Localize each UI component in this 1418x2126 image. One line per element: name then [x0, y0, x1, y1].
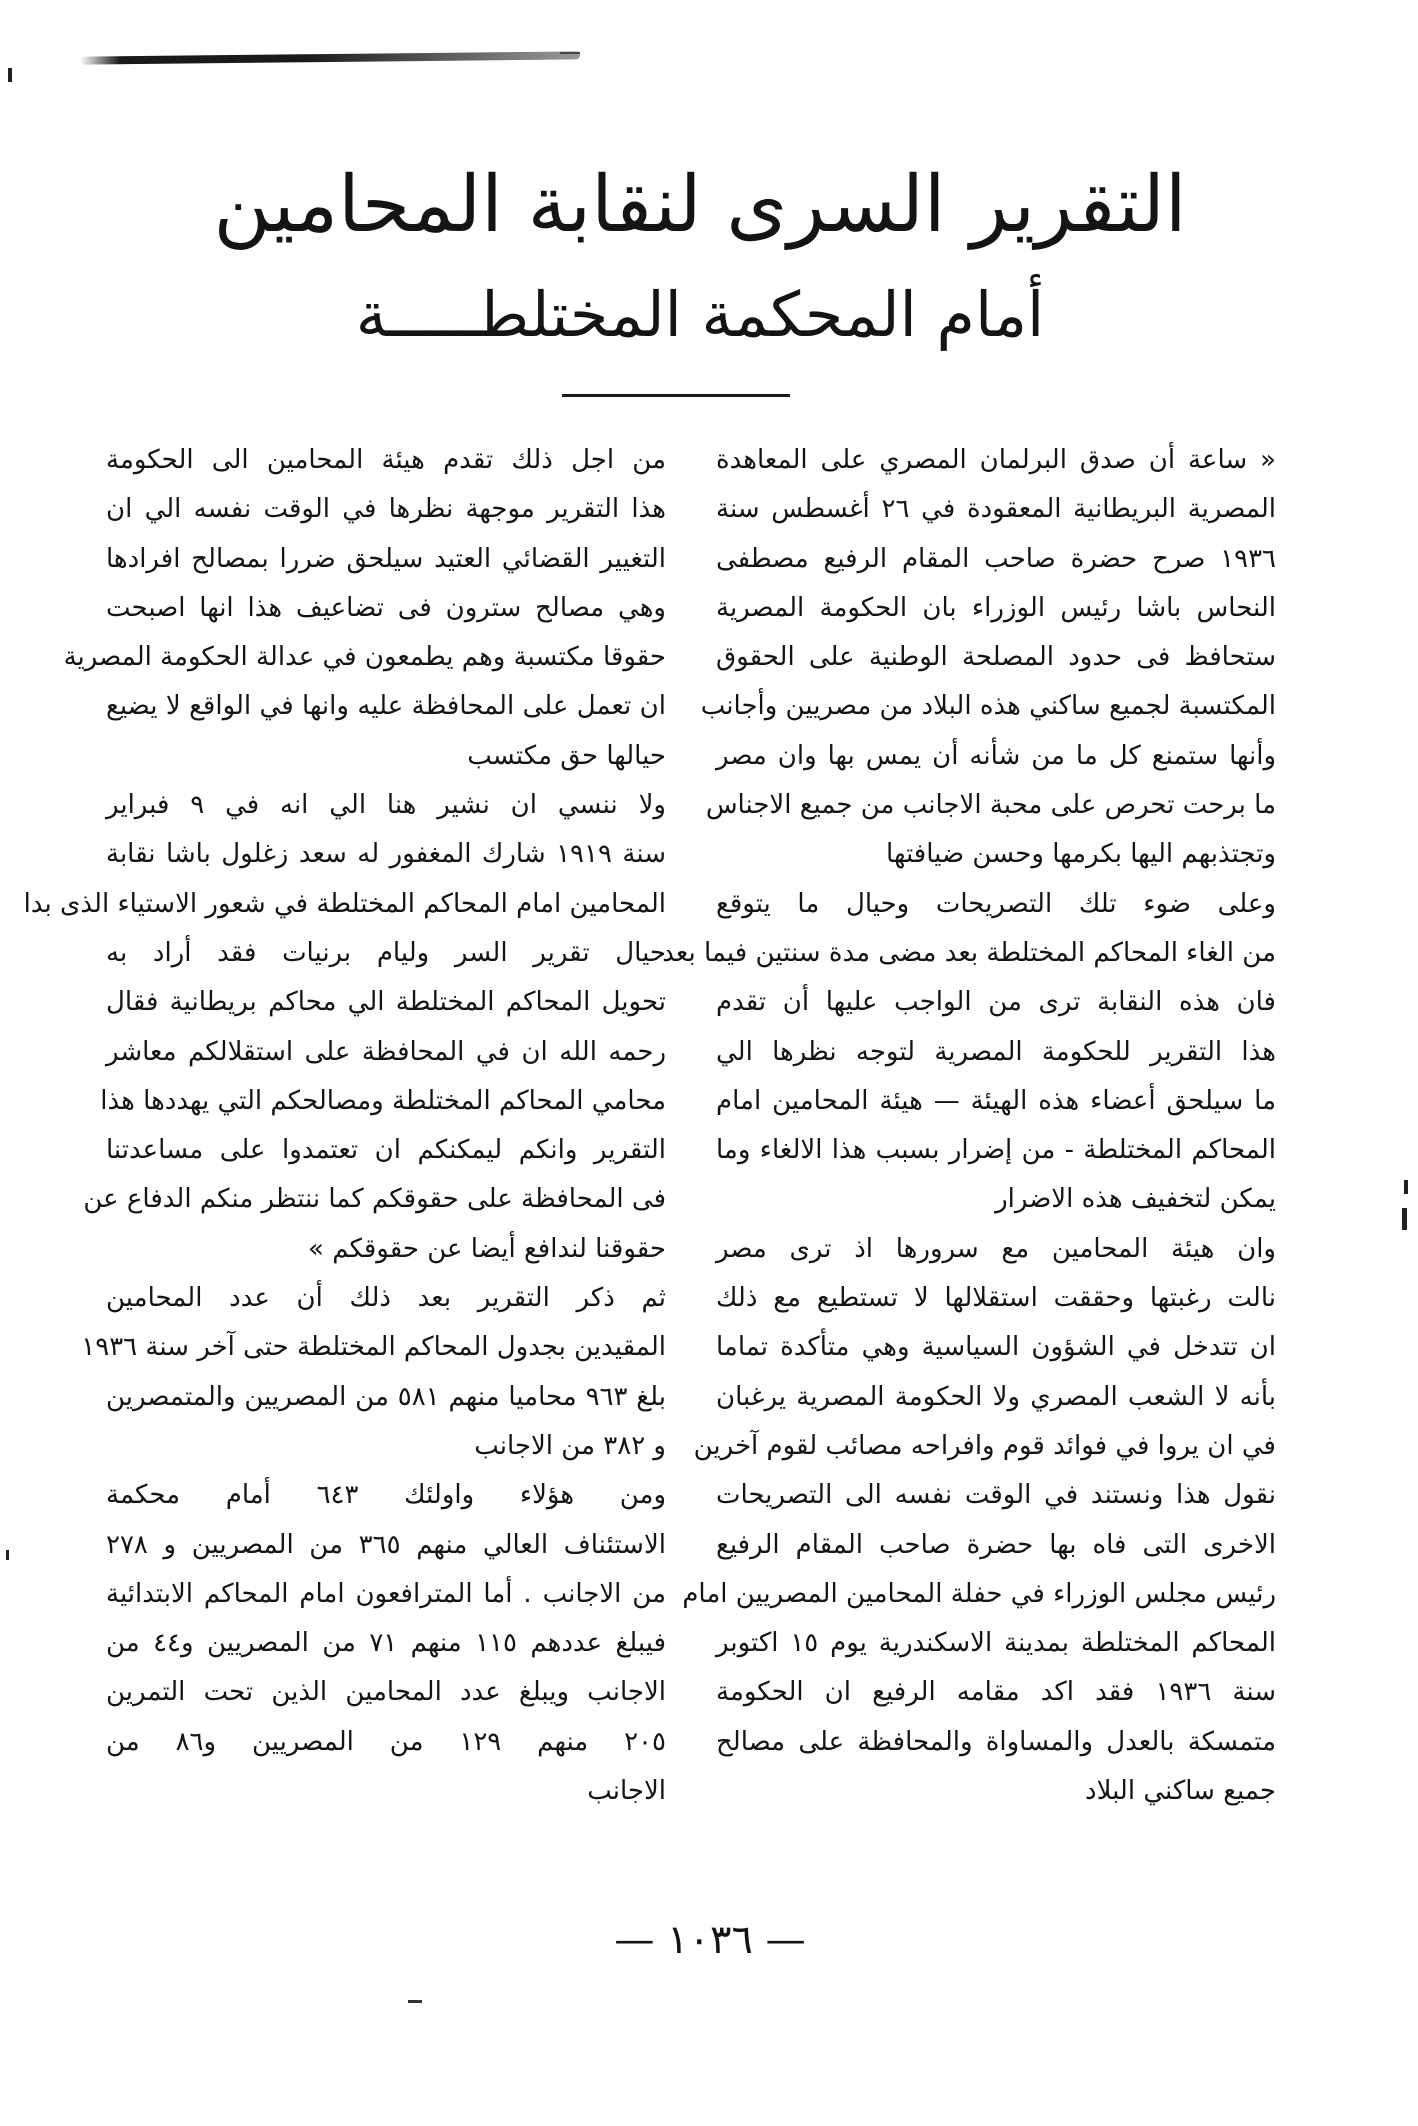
text-line: المحامين امام المحاكم المختلطة في شعور الاستياء الذى بدا [23, 888, 666, 919]
margin-mark-right-2 [1402, 1208, 1407, 1230]
margin-mark-left [6, 1550, 9, 1560]
bottom-mark [408, 2000, 422, 2003]
text-line: ما سيلحق أعضاء هذه الهيئة — هيئة المحامين امام [716, 1085, 1276, 1116]
text-line: فى المحافظة على حقوقكم كما ننتظر منكم الدفاع عن [83, 1184, 666, 1215]
margin-mark-right-1 [1404, 1180, 1408, 1194]
text-line: محامي المحاكم المختلطة ومصالحكم التي يهددها هذا [100, 1085, 666, 1116]
text-line: الاستئناف العالي منهم ٣٦٥ من المصريين و ٢٧٨ [106, 1529, 666, 1560]
text-line: ستحافظ فى حدود المصلحة الوطنية على الحقوق [716, 642, 1276, 673]
text-line: ثم ذكر التقرير بعد ذلك أن عدد المحامين [106, 1283, 666, 1314]
page-number: — ١٠٣٦ — [614, 1917, 806, 1963]
page-title: التقرير السرى لنقابة المحامين [213, 160, 1187, 250]
text-line: من الغاء المحاكم المختلطة بعد مضى مدة سنتين فيما بعد [662, 937, 1276, 968]
text-line: وأنها ستمنع كل ما من شأنه أن يمس بها وان مصر [716, 740, 1276, 771]
text-line: تحويل المحاكم المختلطة الي محاكم بريطانية فقال [106, 987, 666, 1018]
text-line: حقوقا مكتسبة وهم يطمعون في عدالة الحكومة المصرية [63, 642, 666, 673]
text-line: من اجل ذلك تقدم هيئة المحامين الى الحكومة [106, 445, 666, 475]
text-line: ٢٠٥ منهم ١٢٩ من المصريين و٨٦ من [106, 1726, 666, 1757]
text-line: وان هيئة المحامين مع سرورها اذ ترى مصر [716, 1233, 1276, 1264]
top-decorative-rule [80, 51, 580, 64]
text-line: بأنه لا الشعب المصري ولا الحكومة المصرية يرغبان [716, 1381, 1276, 1412]
text-line: فيبلغ عددهم ١١٥ منهم ٧١ من المصريين و٤٤ من [106, 1628, 667, 1659]
margin-mark-top [8, 68, 12, 82]
page-subtitle: أمام المحكمة المختلطـــــة [355, 278, 1045, 351]
article-column-right [662, 436, 1276, 1816]
text-line: رحمه الله ان في المحافظة على استقلالكم معاشر [106, 1036, 666, 1067]
top-rule-tail [560, 52, 580, 54]
text-line: ان تعمل على المحافظة عليه وانها في الواقع لا يضيع [106, 691, 666, 722]
text-line: وتجتذبهم اليها بكرمها وحسن ضيافتها [886, 839, 1276, 870]
text-line: النحاس باشا رئيس الوزراء بان الحكومة المصرية [716, 592, 1276, 623]
text-line: المحاكم المختلطة بمدينة الاسكندرية يوم ١٥ اكتوبر [716, 1628, 1276, 1659]
text-line: حيالها حق مكتسب [467, 740, 666, 771]
text-line: الاخرى التى فاه بها حضرة صاحب المقام الرفيع [716, 1529, 1276, 1560]
text-line: ولا ننسي ان نشير هنا الي انه في ٩ فبراير [106, 790, 666, 821]
text-line: متمسكة بالعدل والمساواة والمحافظة على مصالح [716, 1726, 1276, 1757]
text-line: المصرية البريطانية المعقودة في ٢٦ أغسطس سنة [716, 494, 1276, 525]
text-line: وعلى ضوء تلك التصريحات وحيال ما يتوقع [716, 888, 1276, 919]
text-line: ومن هؤلاء واولئك ٦٤٣ أمام محكمة [106, 1480, 667, 1511]
text-line: رئيس مجلس الوزراء في حفلة المحامين المصريين امام [682, 1578, 1276, 1609]
text-line: ان تتدخل في الشؤون السياسية وهي متأكدة تماما [716, 1332, 1276, 1363]
text-line: المكتسبة لجميع ساكني هذه البلاد من مصريين وأجانب [700, 691, 1276, 722]
text-line: من الاجانب . أما المترافعون امام المحاكم الابتدائية [106, 1578, 666, 1609]
text-line: فان هذه النقابة ترى من الواجب عليها أن تقدم [716, 987, 1276, 1018]
text-line: ما برحت تحرص على محبة الاجانب من جميع الاجناس [705, 790, 1276, 821]
text-line: هذا التقرير للحكومة المصرية لتوجه نظرها الي [716, 1036, 1276, 1067]
text-line: التغيير القضائي العتيد سيلحق ضررا بمصالح افرادها [106, 543, 666, 574]
text-line: حقوقنا لندافع أيضا عن حقوقكم » [308, 1233, 666, 1264]
text-line: نالت رغبتها وحققت استقلالها لا تستطيع مع ذلك [716, 1283, 1276, 1314]
text-line: المحاكم المختلطة - من إضرار بسبب هذا الالغاء وما [716, 1135, 1276, 1166]
text-line: بلغ ٩٦٣ محاميا منهم ٥٨١ من المصريين والمتمصرين [106, 1381, 666, 1412]
text-line: الاجانب [587, 1776, 666, 1807]
text-line: نقول هذا ونستند في الوقت نفسه الى التصريحات [716, 1480, 1276, 1511]
text-line: جميع ساكني البلاد [1084, 1776, 1276, 1807]
text-line: في ان يروا في فوائد قوم وافراحه مصائب لقوم آخرين [693, 1430, 1276, 1461]
text-line: هذا التقرير موجهة نظرها في الوقت نفسه الي ان [106, 494, 666, 525]
title-underline [562, 394, 790, 397]
text-line: و ٣٨٢ من الاجانب [474, 1430, 666, 1461]
text-line: حيال تقرير السر وليام برنيات فقد أراد به [106, 937, 666, 968]
text-line: يمكن لتخفيف هذه الاضرار [995, 1184, 1276, 1215]
text-line: ١٩٣٦ صرح حضرة صاحب المقام الرفيع مصطفى [716, 543, 1276, 574]
text-line: سنة ١٩١٩ شارك المغفور له سعد زغلول باشا نقابة [106, 839, 666, 870]
text-line: الاجانب ويبلغ عدد المحامين الذين تحت التمرين [106, 1677, 666, 1708]
text-line: التقرير وانكم ليمكنكم ان تعتمدوا على مساعدتنا [106, 1135, 666, 1166]
text-line: وهي مصالح سترون فى تضاعيف هذا انها اصبحت [106, 592, 666, 623]
text-line: المقيدين بجدول المحاكم المختلطة حتى آخر سنة ١٩٣٦ [81, 1332, 666, 1363]
text-line: « ساعة أن صدق البرلمان المصري على المعاهدة [716, 445, 1276, 475]
text-line: سنة ١٩٣٦ فقد اكد مقامه الرفيع ان الحكومة [716, 1677, 1276, 1708]
article-column-left [23, 436, 667, 1816]
